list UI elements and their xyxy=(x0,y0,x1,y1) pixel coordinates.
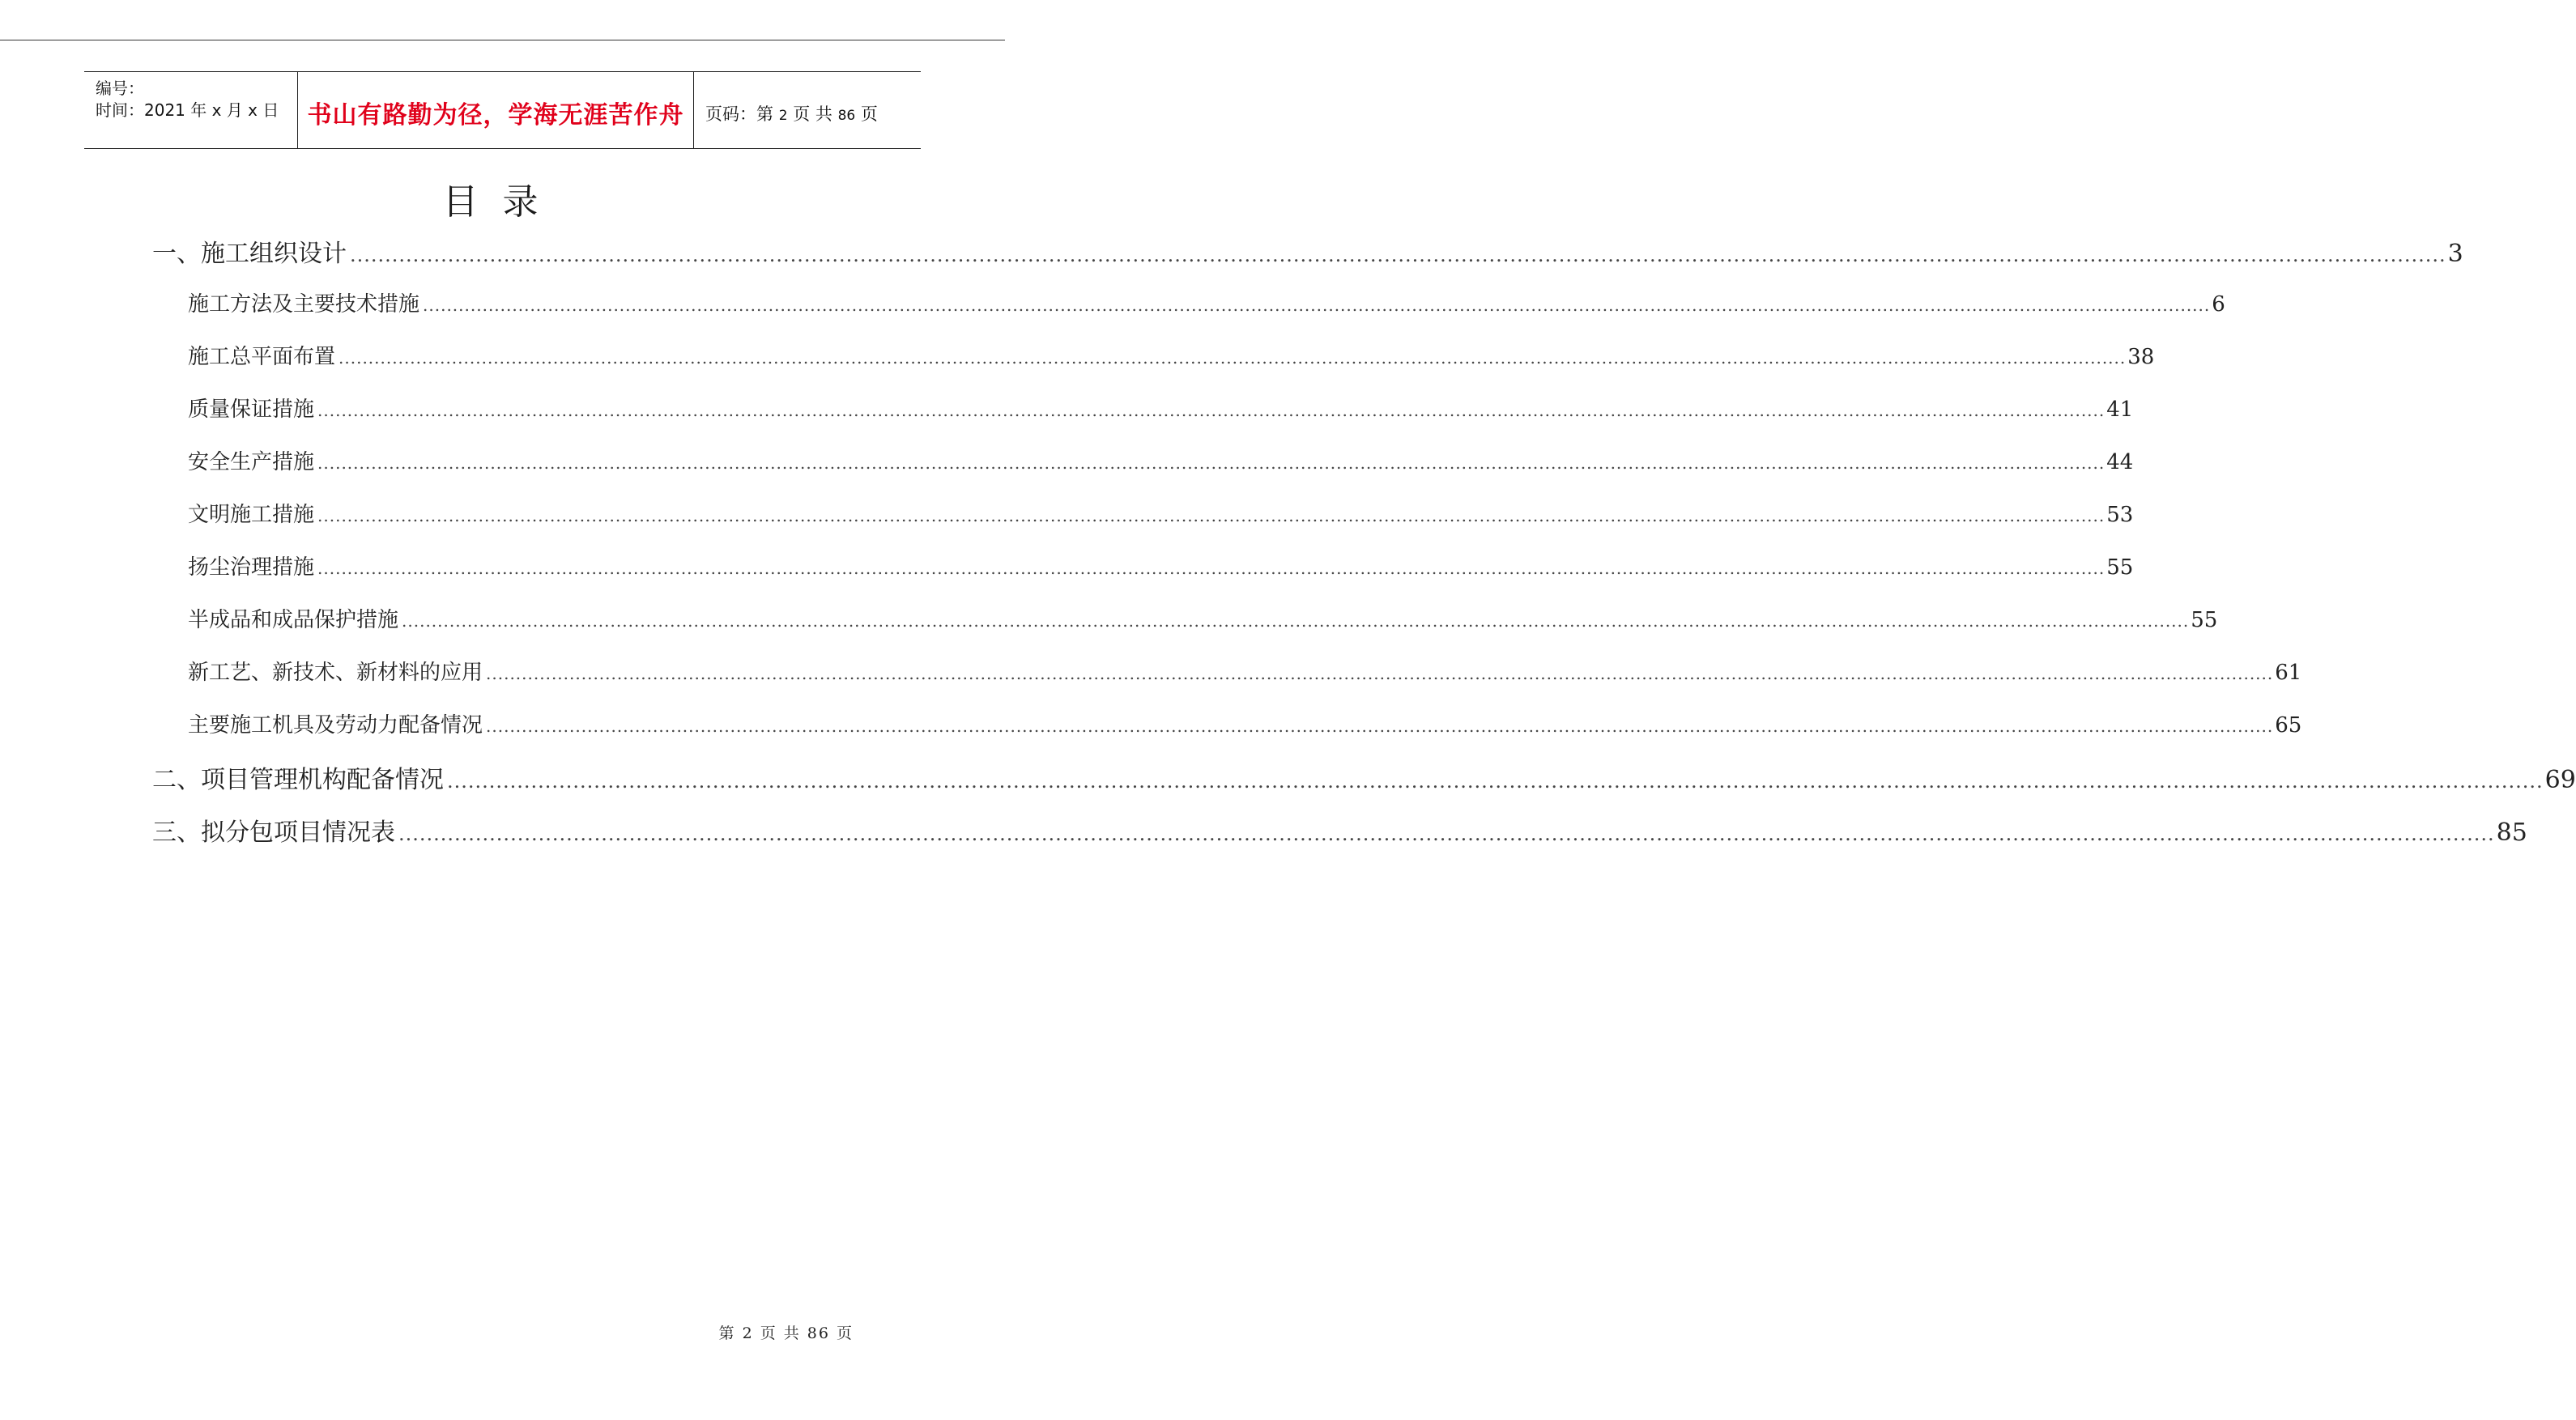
toc-leader-dots: ............................................................................................................................................................................................................................................................................................................ xyxy=(398,823,2495,845)
page-code-current: 2 xyxy=(778,108,788,124)
date-label: 时间：2021 年 x 月 x 日 xyxy=(96,100,279,120)
toc-entry[interactable] xyxy=(152,759,2576,795)
toc-entry-label: 文明施工措施 xyxy=(188,503,315,527)
page-code-suffix: 页 xyxy=(860,104,878,124)
toc-entry-label: 新工艺、新技术、新材料的应用 xyxy=(188,661,483,685)
toc-entry-label: 主要施工机具及劳动力配备情况 xyxy=(188,713,483,738)
toc-leader-dots: ............................................................................................................................................................................................................................................................................................................ xyxy=(317,559,2106,578)
toc-entry-label: 施工方法及主要技术措施 xyxy=(188,292,420,317)
toc-entry-label: 安全生产措施 xyxy=(188,450,315,474)
page-footer: 第 2 页 共 86 页 xyxy=(718,1324,854,1342)
toc-entry[interactable] xyxy=(152,812,2527,848)
toc-entry[interactable] xyxy=(188,551,2134,580)
toc-entry[interactable] xyxy=(188,656,2302,686)
toc-leader-dots: ............................................................................................................................................................................................................................................................................................................ xyxy=(486,664,2274,683)
toc-entry-page: 61 xyxy=(2275,661,2302,685)
toc-entry-page: 44 xyxy=(2106,450,2134,474)
toc-entry-label: 二、项目管理机构配备情况 xyxy=(152,766,444,794)
toc-entry-label: 一、施工组织设计 xyxy=(152,240,347,268)
toc-leader-dots: ............................................................................................................................................................................................................................................................................................................ xyxy=(317,401,2106,420)
toc-leader-dots: ............................................................................................................................................................................................................................................................................................................ xyxy=(402,611,2190,631)
toc-entry-label: 扬尘治理措施 xyxy=(188,555,315,580)
toc-leader-dots: ............................................................................................................................................................................................................................................................................................................ xyxy=(350,244,2446,266)
toc-leader-dots: ............................................................................................................................................................................................................................................................................................................ xyxy=(447,770,2544,793)
toc-entry-page: 6 xyxy=(2212,292,2225,317)
toc-leader-dots: ............................................................................................................................................................................................................................................................................................................ xyxy=(317,453,2106,473)
toc-entry-page: 69 xyxy=(2544,766,2576,794)
toc-entry-page: 38 xyxy=(2127,345,2155,369)
toc-entry[interactable] xyxy=(188,498,2134,528)
toc-entry-page: 55 xyxy=(2106,555,2134,580)
toc-entry[interactable] xyxy=(188,340,2155,370)
toc-entry[interactable] xyxy=(188,287,2225,317)
serial-number-label: 编号： xyxy=(96,79,144,98)
toc-entry[interactable] xyxy=(188,445,2134,475)
page-code-mid: 页 共 xyxy=(793,104,832,124)
motto-text: 书山有路勤为径，学海无涯苦作舟 xyxy=(307,101,684,130)
toc-leader-dots: ............................................................................................................................................................................................................................................................................................................ xyxy=(317,506,2106,525)
toc-leader-dots: ............................................................................................................................................................................................................................................................................................................ xyxy=(486,716,2274,736)
toc-leader-dots: ............................................................................................................................................................................................................................................................................................................ xyxy=(338,348,2127,368)
toc-entry[interactable] xyxy=(152,233,2463,269)
toc-entry-label: 施工总平面布置 xyxy=(188,345,336,369)
toc-entry[interactable] xyxy=(188,393,2134,423)
page-code-prefix: 页码：第 xyxy=(705,104,773,124)
toc-entry[interactable] xyxy=(188,603,2218,633)
page-code-total: 86 xyxy=(837,108,856,124)
toc-entry-page: 41 xyxy=(2106,398,2134,422)
toc-title: 目录 xyxy=(442,181,563,223)
toc-entry-label: 半成品和成品保护措施 xyxy=(188,608,399,632)
toc-entry-label: 三、拟分包项目情况表 xyxy=(152,818,395,847)
toc-entry-page: 65 xyxy=(2275,713,2302,738)
toc-entry-page: 85 xyxy=(2496,818,2527,847)
toc-entry[interactable] xyxy=(188,708,2302,738)
toc-entry-page: 55 xyxy=(2191,608,2218,632)
toc-entry-page: 53 xyxy=(2106,503,2134,527)
toc-entry-page: 3 xyxy=(2447,240,2463,268)
toc-leader-dots: ............................................................................................................................................................................................................................................................................................................ xyxy=(423,295,2211,315)
toc-entry-label: 质量保证措施 xyxy=(188,398,315,422)
